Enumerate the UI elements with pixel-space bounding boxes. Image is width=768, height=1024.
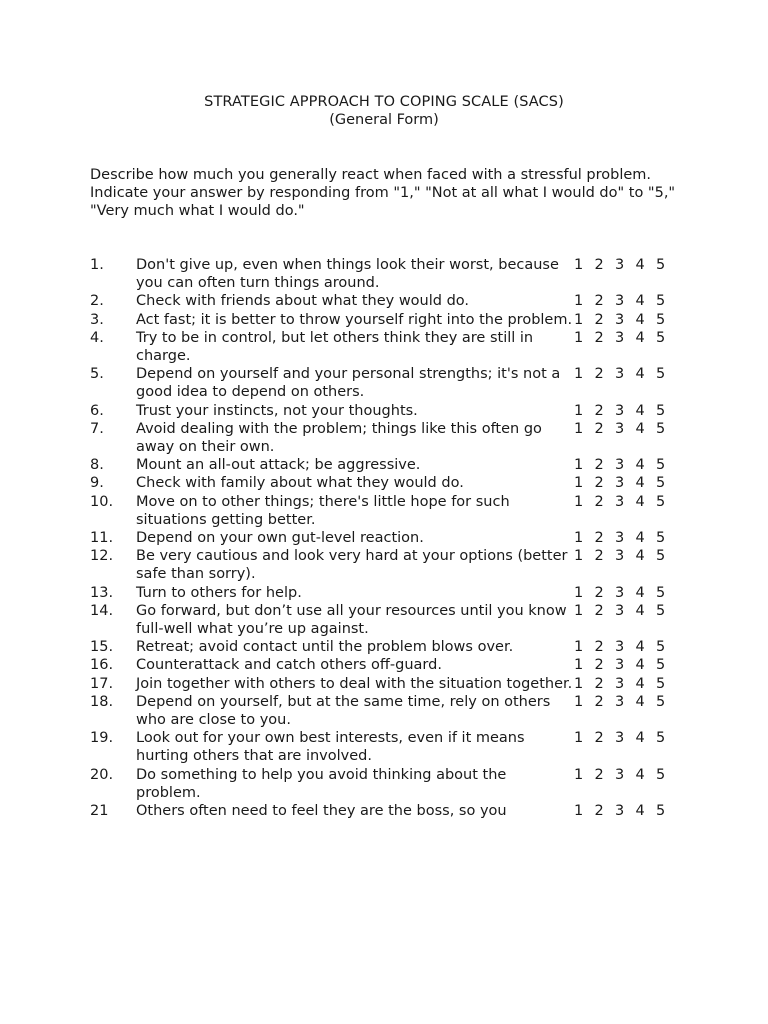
rating-option[interactable]: 5 bbox=[656, 639, 666, 656]
page-subtitle: (General Form) bbox=[329, 112, 439, 128]
rating-option[interactable]: 5 bbox=[656, 420, 666, 437]
rating-option[interactable]: 2 bbox=[594, 530, 604, 547]
list-item bbox=[90, 474, 690, 492]
item-number bbox=[90, 529, 136, 547]
rating-scale bbox=[574, 365, 677, 383]
rating-option[interactable]: 4 bbox=[635, 530, 645, 547]
item-text: Avoid dealing with the problem; things like this often go away on their own. bbox=[136, 420, 542, 456]
rating-scale bbox=[574, 456, 677, 474]
rating-option[interactable]: 4 bbox=[635, 803, 645, 820]
item-number-text: 7. bbox=[90, 420, 104, 437]
list-item bbox=[90, 675, 690, 693]
rating-option[interactable]: 1 bbox=[574, 530, 584, 547]
instructions-paragraph: Describe how much you generally react when faced with a stressful problem. Indicate your answer by responding from "1," "Not at all what I would do" to "5," "Very much what I would do." bbox=[90, 167, 676, 220]
rating-option[interactable]: 2 bbox=[594, 803, 604, 820]
rating-option[interactable]: 1 bbox=[574, 475, 584, 492]
item-text: Check with friends about what they would do. bbox=[136, 293, 470, 310]
rating-option[interactable]: 3 bbox=[615, 420, 625, 437]
rating-option[interactable]: 4 bbox=[635, 657, 645, 674]
item-text: Be very cautious and look very hard at your options (better safe than sorry). bbox=[136, 548, 568, 583]
item-number-text: 18. bbox=[90, 693, 114, 710]
item-number bbox=[90, 693, 136, 711]
rating-scale bbox=[574, 602, 677, 620]
rating-option[interactable]: 2 bbox=[594, 475, 604, 492]
rating-option[interactable]: 1 bbox=[574, 730, 584, 747]
item-number-text: 21 bbox=[90, 803, 109, 820]
item-number bbox=[90, 638, 136, 656]
list-item bbox=[90, 311, 690, 329]
rating-option[interactable]: 5 bbox=[656, 530, 666, 547]
rating-option[interactable]: 1 bbox=[574, 366, 584, 383]
rating-option[interactable]: 4 bbox=[635, 457, 645, 474]
item-text: Mount an all-out attack; be aggressive. bbox=[136, 457, 421, 474]
rating-option[interactable]: 1 bbox=[574, 639, 584, 656]
item-text: Counterattack and catch others off-guard. bbox=[136, 657, 442, 674]
rating-option[interactable]: 3 bbox=[615, 693, 625, 710]
item-number-text: 5. bbox=[90, 366, 104, 383]
list-item bbox=[90, 402, 690, 420]
item-text: Join together with others to deal with the situation together. bbox=[136, 675, 573, 692]
item-number bbox=[90, 311, 136, 329]
list-item bbox=[90, 693, 690, 729]
item-number-text: 20. bbox=[90, 766, 114, 783]
rating-option[interactable]: 1 bbox=[574, 311, 584, 328]
rating-scale bbox=[574, 493, 677, 511]
rating-option[interactable]: 2 bbox=[594, 329, 604, 346]
rating-option[interactable]: 1 bbox=[574, 493, 584, 510]
item-text: Try to be in control, but let others think they are still in charge. bbox=[136, 329, 534, 365]
item-number-text: 4. bbox=[90, 329, 104, 346]
rating-option[interactable]: 2 bbox=[594, 293, 604, 310]
rating-option[interactable]: 5 bbox=[656, 803, 666, 820]
rating-option[interactable]: 1 bbox=[574, 675, 584, 692]
item-text: Don't give up, even when things look their worst, because you can often turn things around. bbox=[136, 257, 559, 292]
rating-option[interactable]: 1 bbox=[574, 657, 584, 674]
list-item bbox=[90, 365, 690, 401]
rating-option[interactable]: 4 bbox=[635, 675, 645, 692]
rating-scale bbox=[574, 311, 677, 329]
rating-option[interactable]: 5 bbox=[656, 293, 666, 310]
rating-option[interactable]: 5 bbox=[656, 329, 666, 346]
rating-option[interactable]: 1 bbox=[574, 602, 584, 619]
item-number bbox=[90, 420, 136, 438]
item-text: Act fast; it is better to throw yourself right into the problem. bbox=[136, 311, 573, 328]
rating-option[interactable]: 4 bbox=[635, 493, 645, 510]
item-number-text: 2. bbox=[90, 293, 104, 310]
rating-option[interactable]: 3 bbox=[615, 293, 625, 310]
list-item bbox=[90, 638, 690, 656]
list-item bbox=[90, 529, 690, 547]
item-number bbox=[90, 766, 136, 784]
rating-option[interactable]: 4 bbox=[635, 293, 645, 310]
rating-option[interactable]: 1 bbox=[574, 803, 584, 820]
rating-option[interactable]: 4 bbox=[635, 257, 645, 273]
rating-option[interactable]: 2 bbox=[594, 766, 604, 783]
item-number-text: 3. bbox=[90, 311, 104, 328]
rating-option[interactable]: 5 bbox=[656, 457, 666, 474]
rating-scale bbox=[574, 584, 677, 602]
rating-option[interactable]: 3 bbox=[615, 584, 625, 601]
rating-option[interactable]: 5 bbox=[656, 475, 666, 492]
item-number bbox=[90, 493, 136, 511]
rating-option[interactable]: 5 bbox=[656, 366, 666, 383]
list-item bbox=[90, 802, 690, 820]
item-number bbox=[90, 602, 136, 620]
list-item bbox=[90, 292, 690, 310]
item-text: Go forward, but don’t use all your resources until you know full-well what you’re up against. bbox=[136, 602, 567, 638]
list-item bbox=[90, 256, 690, 292]
rating-option[interactable]: 1 bbox=[574, 402, 584, 419]
rating-option[interactable]: 3 bbox=[615, 311, 625, 328]
rating-option[interactable]: 4 bbox=[635, 766, 645, 783]
item-number bbox=[90, 329, 136, 347]
rating-option[interactable]: 1 bbox=[574, 457, 584, 474]
rating-option[interactable]: 3 bbox=[615, 493, 625, 510]
item-number bbox=[90, 675, 136, 693]
rating-option[interactable]: 4 bbox=[635, 329, 645, 346]
rating-option[interactable]: 5 bbox=[656, 548, 666, 565]
rating-option[interactable]: 5 bbox=[656, 602, 666, 619]
rating-option[interactable]: 3 bbox=[615, 548, 625, 565]
rating-scale bbox=[574, 638, 677, 656]
rating-option[interactable]: 3 bbox=[615, 766, 625, 783]
item-number-text: 17. bbox=[90, 675, 114, 692]
rating-scale bbox=[574, 656, 677, 674]
rating-option[interactable]: 5 bbox=[656, 766, 666, 783]
item-number-text: 13. bbox=[90, 584, 114, 601]
rating-scale bbox=[574, 329, 677, 347]
item-text: Depend on yourself, but at the same time, rely on others who are close to you. bbox=[136, 693, 551, 729]
item-text: Check with family about what they would do. bbox=[136, 475, 464, 492]
page-title: STRATEGIC APPROACH TO COPING SCALE (SACS) bbox=[204, 94, 564, 110]
list-item bbox=[90, 456, 690, 474]
rating-option[interactable]: 4 bbox=[635, 584, 645, 601]
rating-option[interactable]: 3 bbox=[615, 329, 625, 346]
item-number bbox=[90, 584, 136, 602]
rating-option[interactable]: 3 bbox=[615, 675, 625, 692]
list-item bbox=[90, 420, 690, 456]
rating-option[interactable]: 2 bbox=[594, 584, 604, 601]
item-text: Retreat; avoid contact until the problem blows over. bbox=[136, 639, 514, 656]
rating-option[interactable]: 2 bbox=[594, 311, 604, 328]
list-item bbox=[90, 547, 690, 583]
rating-option[interactable]: 4 bbox=[635, 475, 645, 492]
item-number bbox=[90, 365, 136, 383]
rating-option[interactable]: 4 bbox=[635, 366, 645, 383]
list-item bbox=[90, 584, 690, 602]
list-item bbox=[90, 656, 690, 674]
item-text: Turn to others for help. bbox=[136, 584, 302, 601]
item-number bbox=[90, 802, 136, 820]
rating-option[interactable]: 5 bbox=[656, 402, 666, 419]
rating-scale bbox=[574, 529, 677, 547]
rating-scale bbox=[574, 693, 677, 711]
rating-option[interactable]: 4 bbox=[635, 548, 645, 565]
rating-option[interactable]: 2 bbox=[594, 675, 604, 692]
item-number bbox=[90, 456, 136, 474]
item-number-text: 10. bbox=[90, 493, 114, 510]
rating-option[interactable]: 3 bbox=[615, 402, 625, 419]
rating-option[interactable]: 1 bbox=[574, 257, 584, 273]
item-text: Move on to other things; there's little hope for such situations getting better. bbox=[136, 493, 510, 528]
item-number bbox=[90, 402, 136, 420]
item-list bbox=[90, 256, 690, 820]
rating-option[interactable]: 2 bbox=[594, 602, 604, 619]
rating-option[interactable]: 4 bbox=[635, 402, 645, 419]
list-item bbox=[90, 493, 690, 529]
rating-scale bbox=[574, 292, 677, 310]
item-text: Do something to help you avoid thinking about the problem. bbox=[136, 766, 507, 801]
rating-option[interactable]: 4 bbox=[635, 311, 645, 328]
item-text: Trust your instincts, not your thoughts. bbox=[136, 402, 418, 419]
rating-option[interactable]: 5 bbox=[656, 675, 666, 692]
rating-option[interactable]: 2 bbox=[594, 639, 604, 656]
rating-option[interactable]: 3 bbox=[615, 530, 625, 547]
rating-option[interactable]: 5 bbox=[656, 311, 666, 328]
rating-option[interactable]: 3 bbox=[615, 730, 625, 747]
item-text: Look out for your own best interests, even if it means hurting others that are involved. bbox=[136, 730, 525, 765]
rating-option[interactable]: 2 bbox=[594, 457, 604, 474]
rating-option[interactable]: 4 bbox=[635, 693, 645, 710]
item-number bbox=[90, 256, 136, 274]
rating-option[interactable]: 3 bbox=[615, 803, 625, 820]
item-text: Others often need to feel they are the boss, so you bbox=[136, 803, 507, 820]
rating-option[interactable]: 4 bbox=[635, 420, 645, 437]
list-item bbox=[90, 766, 690, 802]
list-item bbox=[90, 729, 690, 765]
item-number-text: 16. bbox=[90, 657, 114, 674]
rating-scale bbox=[574, 729, 677, 747]
rating-option[interactable]: 1 bbox=[574, 584, 584, 601]
rating-option[interactable]: 5 bbox=[656, 257, 666, 273]
rating-option[interactable]: 1 bbox=[574, 329, 584, 346]
item-number bbox=[90, 656, 136, 674]
rating-option[interactable]: 1 bbox=[574, 548, 584, 565]
rating-option[interactable]: 1 bbox=[574, 693, 584, 710]
item-number-text: 14. bbox=[90, 602, 114, 619]
item-number-text: 8. bbox=[90, 457, 104, 474]
item-number-text: 19. bbox=[90, 730, 114, 747]
rating-option[interactable]: 3 bbox=[615, 366, 625, 383]
rating-option[interactable]: 4 bbox=[635, 602, 645, 619]
rating-scale bbox=[574, 766, 677, 784]
rating-option[interactable]: 1 bbox=[574, 420, 584, 437]
item-text: Depend on your own gut-level reaction. bbox=[136, 530, 424, 547]
rating-option[interactable]: 2 bbox=[594, 657, 604, 674]
rating-scale bbox=[574, 675, 677, 693]
rating-option[interactable]: 2 bbox=[594, 402, 604, 419]
rating-option[interactable]: 3 bbox=[615, 602, 625, 619]
item-text: Depend on yourself and your personal strengths; it's not a good idea to depend on others. bbox=[136, 366, 561, 401]
list-item bbox=[90, 329, 690, 365]
rating-option[interactable]: 5 bbox=[656, 693, 666, 710]
item-number-text: 1. bbox=[90, 257, 104, 273]
rating-option[interactable]: 1 bbox=[574, 293, 584, 310]
rating-option[interactable]: 2 bbox=[594, 730, 604, 747]
item-number-text: 12. bbox=[90, 548, 114, 565]
rating-scale bbox=[574, 547, 677, 565]
rating-option[interactable]: 3 bbox=[615, 457, 625, 474]
item-number bbox=[90, 729, 136, 747]
rating-option[interactable]: 3 bbox=[615, 475, 625, 492]
rating-option[interactable]: 2 bbox=[594, 257, 604, 273]
rating-option[interactable]: 2 bbox=[594, 693, 604, 710]
rating-option[interactable]: 1 bbox=[574, 766, 584, 783]
rating-scale bbox=[574, 420, 677, 438]
rating-option[interactable]: 5 bbox=[656, 584, 666, 601]
item-number bbox=[90, 547, 136, 565]
rating-option[interactable]: 3 bbox=[615, 257, 625, 273]
rating-scale bbox=[574, 474, 677, 492]
rating-scale bbox=[574, 402, 677, 420]
rating-option[interactable]: 2 bbox=[594, 548, 604, 565]
rating-option[interactable]: 5 bbox=[656, 730, 666, 747]
item-number-text: 9. bbox=[90, 475, 104, 492]
rating-option[interactable]: 5 bbox=[656, 493, 666, 510]
item-number bbox=[90, 474, 136, 492]
list-item bbox=[90, 602, 690, 638]
item-number-text: 15. bbox=[90, 639, 114, 656]
item-number bbox=[90, 292, 136, 310]
rating-option[interactable]: 5 bbox=[656, 657, 666, 674]
rating-option[interactable]: 4 bbox=[635, 730, 645, 747]
rating-option[interactable]: 2 bbox=[594, 420, 604, 437]
rating-option[interactable]: 3 bbox=[615, 657, 625, 674]
rating-option[interactable]: 3 bbox=[615, 639, 625, 656]
item-number-text: 11. bbox=[90, 530, 114, 547]
rating-option[interactable]: 2 bbox=[594, 493, 604, 510]
rating-scale bbox=[574, 802, 677, 820]
rating-option[interactable]: 4 bbox=[635, 639, 645, 656]
item-number-text: 6. bbox=[90, 402, 104, 419]
rating-scale bbox=[574, 256, 677, 274]
rating-option[interactable]: 2 bbox=[594, 366, 604, 383]
